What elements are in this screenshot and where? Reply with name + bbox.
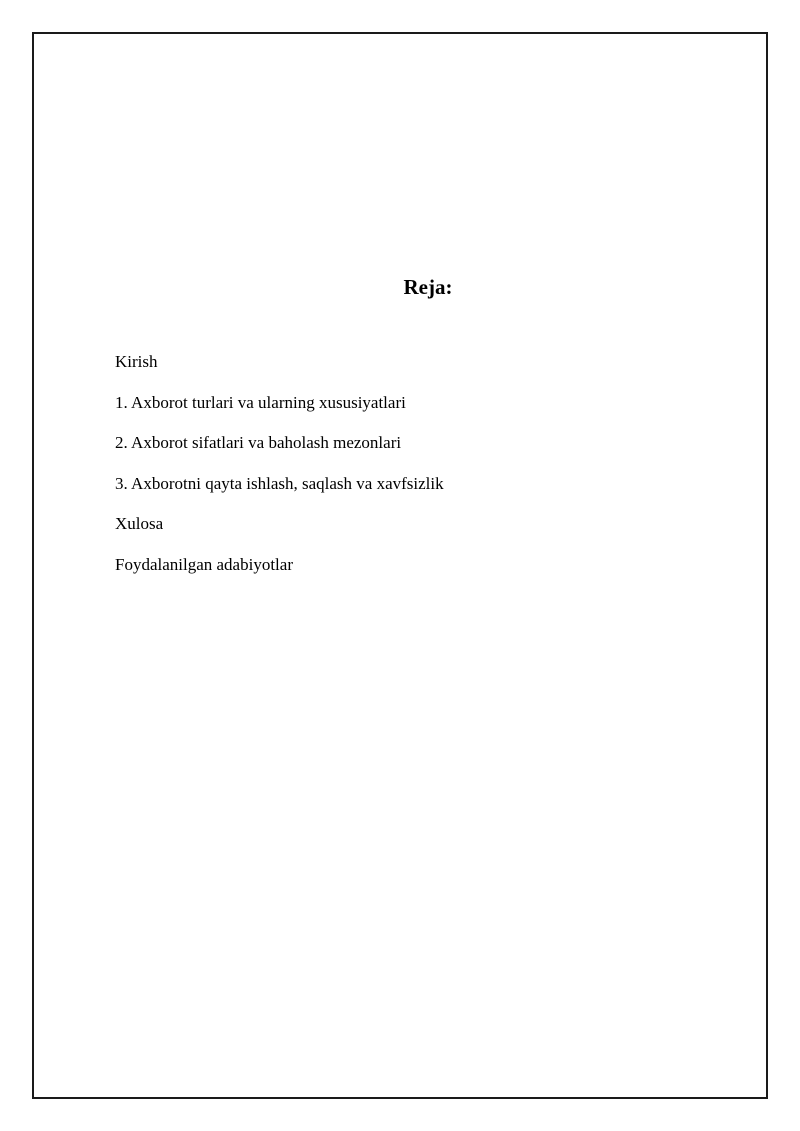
plan-item-conclusion: Xulosa bbox=[115, 514, 164, 533]
page-title: Reja: bbox=[403, 275, 453, 299]
plan-item-1: 1. Axborot turlari va ularning xususiyatlari bbox=[115, 392, 406, 412]
plan-item-references: Foydalanilgan adabiyotlar bbox=[115, 554, 293, 574]
plan-item-2: 2. Axborot sifatlari va baholash mezonlari bbox=[115, 433, 402, 452]
plan-item-3: 3. Axborotni qayta ishlash, saqlash va xavfsizlik bbox=[115, 473, 444, 493]
plan-list bbox=[115, 350, 444, 593]
plan-item-introduction: Kirish bbox=[115, 352, 158, 371]
